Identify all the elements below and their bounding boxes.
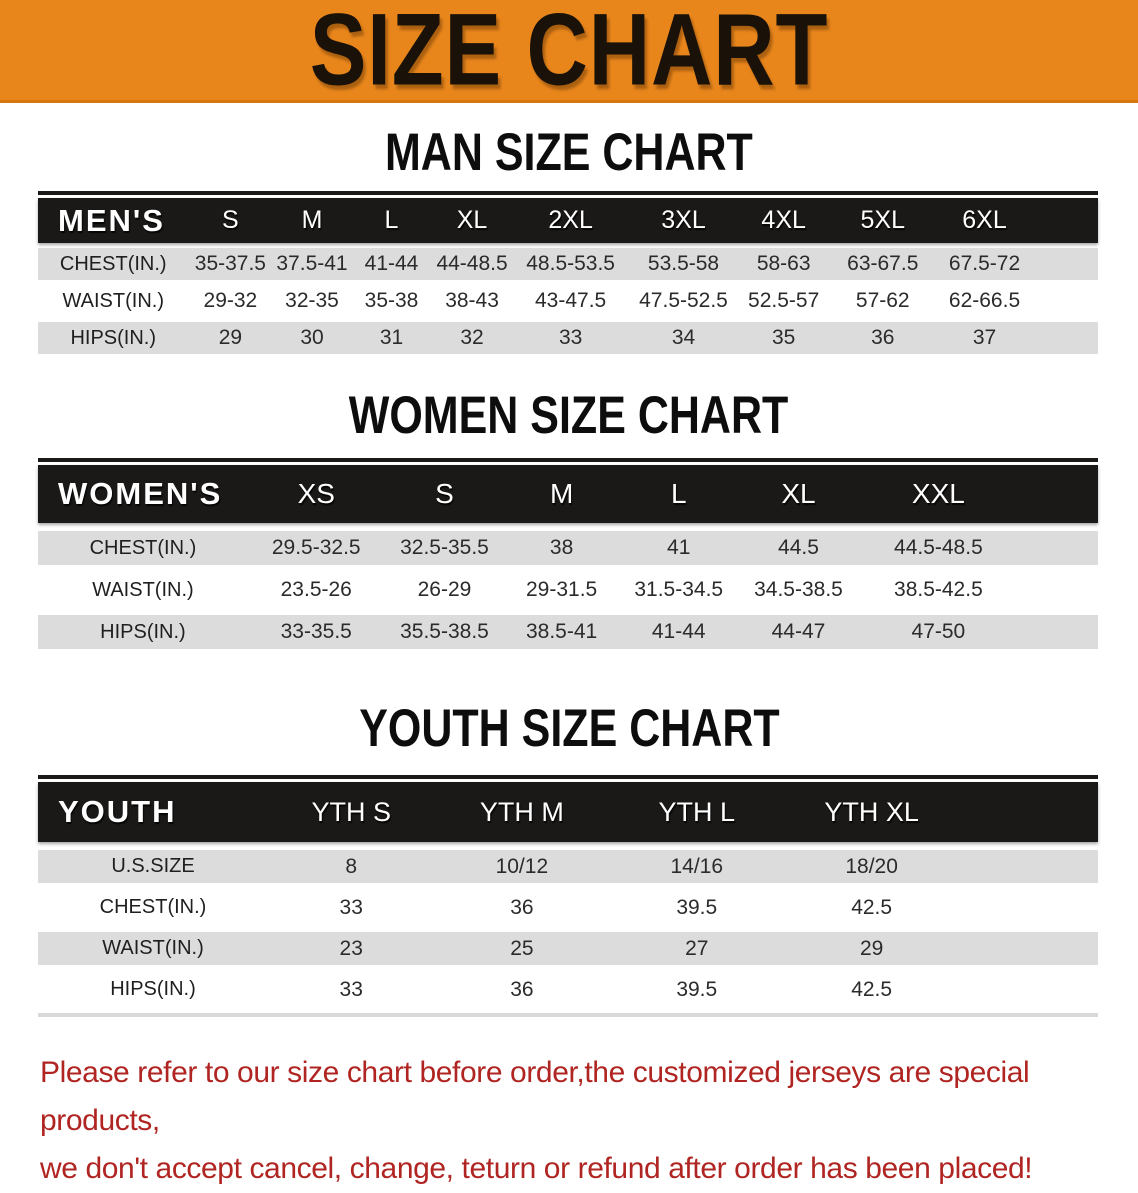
womens-size-section	[0, 385, 1138, 649]
womens-row-label: WAIST(IN.)	[92, 578, 194, 601]
youth-value-cell: 36	[510, 977, 534, 1001]
womens-row-label: HIPS(IN.)	[100, 620, 186, 643]
mens-size-header: 6XL	[962, 206, 1007, 234]
mens-header-row	[38, 198, 1098, 243]
womens-value-cell: 41	[667, 536, 691, 559]
mens-row-label: WAIST(IN.)	[62, 289, 164, 312]
youth-value-cell: 10/12	[495, 854, 549, 878]
womens-row-chest-in	[38, 531, 1098, 565]
mens-size-table	[38, 191, 1098, 354]
womens-value-cell: 31.5-34.5	[634, 578, 724, 601]
mens-value-cell: 33	[558, 326, 583, 349]
mens-size-header: 3XL	[661, 206, 706, 234]
womens-header-row	[38, 465, 1098, 523]
mens-value-cell: 31	[379, 326, 404, 349]
youth-row-label: WAIST(IN.)	[102, 937, 204, 959]
mens-size-header: 2XL	[548, 206, 593, 234]
youth-size-header: YTH M	[479, 796, 564, 827]
youth-row-label: HIPS(IN.)	[110, 978, 196, 1000]
youth-size-header: YTH XL	[824, 796, 919, 827]
mens-value-cell: 63-67.5	[847, 252, 919, 275]
mens-value-cell: 48.5-53.5	[526, 252, 615, 275]
mens-value-cell: 67.5-72	[948, 252, 1021, 275]
disclaimer-line-1: Please refer to our size chart before order,the customized jerseys are special products,	[40, 1056, 1030, 1137]
youth-size-section	[0, 698, 1138, 1017]
mens-value-cell: 37.5-41	[276, 252, 348, 275]
mens-row-hips-in	[38, 322, 1098, 354]
mens-value-cell: 29-32	[203, 289, 258, 312]
womens-value-cell: 41-44	[651, 620, 706, 643]
youth-row-chest-in	[38, 891, 1098, 924]
mens-row-label: HIPS(IN.)	[70, 326, 157, 349]
womens-row-hips-in	[38, 615, 1098, 649]
mens-size-header: 4XL	[761, 206, 806, 234]
mens-group-label: MEN'S	[58, 202, 165, 238]
womens-size-header: XS	[297, 478, 335, 509]
womens-row-waist-in	[38, 573, 1098, 607]
youth-row-u-s-size	[38, 850, 1098, 883]
womens-value-cell: 44-47	[771, 620, 826, 643]
womens-heading-wrap	[0, 385, 1138, 445]
womens-value-cell: 33-35.5	[280, 620, 352, 643]
youth-value-cell: 29	[859, 936, 884, 960]
womens-value-cell: 38	[549, 536, 574, 559]
mens-value-cell: 41-44	[364, 252, 419, 275]
womens-value-cell: 26-29	[417, 578, 472, 601]
womens-size-header: S	[435, 478, 454, 509]
mens-value-cell: 38-43	[445, 289, 499, 312]
womens-value-cell: 44.5-48.5	[894, 536, 983, 559]
mens-value-cell: 32-35	[285, 289, 339, 312]
mens-chart-heading: MAN SIZE CHART	[385, 122, 753, 182]
youth-header-row	[38, 782, 1098, 842]
womens-size-header: M	[549, 478, 574, 509]
youth-value-cell: 36	[510, 895, 534, 919]
youth-row-label: U.S.SIZE	[111, 855, 195, 877]
womens-value-cell: 38.5-42.5	[894, 578, 983, 601]
mens-size-header: 5XL	[860, 206, 906, 234]
mens-size-section	[0, 122, 1138, 354]
youth-row-waist-in	[38, 932, 1098, 965]
mens-size-header: L	[384, 206, 399, 234]
mens-value-cell: 29	[218, 326, 243, 349]
youth-table-bottom-rule	[38, 1013, 1098, 1017]
mens-size-header: S	[222, 206, 239, 234]
youth-size-header: YTH S	[311, 796, 391, 827]
youth-value-cell: 18/20	[845, 854, 898, 878]
youth-heading-wrap	[0, 698, 1138, 758]
mens-value-cell: 30	[300, 326, 324, 349]
youth-group-label: YOUTH	[58, 794, 177, 829]
womens-group-label: WOMEN'S	[58, 476, 223, 511]
mens-value-cell: 47.5-52.5	[639, 289, 728, 312]
womens-chart-heading: WOMEN SIZE CHART	[349, 385, 789, 445]
mens-value-cell: 53.5-58	[647, 252, 720, 275]
womens-size-header: XL	[781, 478, 816, 509]
mens-row-chest-in	[38, 248, 1098, 280]
mens-value-cell: 35-37.5	[194, 252, 266, 275]
mens-row-waist-in	[38, 285, 1098, 317]
womens-value-cell: 32.5-35.5	[400, 536, 489, 559]
mens-row-label: CHEST(IN.)	[59, 252, 167, 275]
youth-size-table	[38, 775, 1098, 1017]
mens-value-cell: 57-62	[855, 289, 910, 312]
womens-value-cell: 29-31.5	[525, 578, 598, 601]
disclaimer-text	[40, 1049, 1138, 1193]
womens-row-label: CHEST(IN.)	[89, 536, 197, 559]
womens-value-cell: 34.5-38.5	[754, 578, 843, 601]
womens-value-cell: 35.5-38.5	[400, 620, 489, 643]
youth-value-cell: 33	[339, 895, 363, 919]
youth-value-cell: 14/16	[670, 854, 724, 878]
womens-size-table	[38, 458, 1098, 649]
banner-title: SIZE CHART	[309, 0, 829, 108]
youth-value-cell: 42.5	[851, 895, 893, 919]
womens-size-header: L	[670, 478, 687, 509]
womens-value-cell: 44.5	[778, 536, 819, 559]
mens-value-cell: 35-38	[364, 289, 419, 312]
youth-value-cell: 39.5	[676, 895, 718, 919]
youth-chart-heading: YOUTH SIZE CHART	[358, 698, 780, 758]
mens-value-cell: 44-48.5	[436, 252, 508, 275]
mens-value-cell: 43-47.5	[535, 289, 607, 312]
youth-value-cell: 27	[685, 936, 709, 960]
youth-value-cell: 39.5	[676, 977, 718, 1001]
youth-row-label: CHEST(IN.)	[99, 896, 207, 918]
womens-value-cell: 29.5-32.5	[271, 536, 361, 559]
youth-row-hips-in	[38, 973, 1098, 1006]
youth-size-header: YTH L	[658, 796, 736, 827]
mens-size-header: M	[301, 206, 323, 234]
youth-value-cell: 8	[345, 854, 358, 878]
youth-value-cell: 33	[339, 977, 363, 1001]
mens-value-cell: 35	[771, 326, 796, 349]
mens-value-cell: 37	[972, 326, 997, 349]
youth-value-cell: 42.5	[851, 977, 893, 1001]
womens-value-cell: 38.5-41	[525, 620, 598, 643]
disclaimer-line-2: we don't accept cancel, change, teturn or refund after order has been placed!	[40, 1152, 1033, 1185]
womens-value-cell: 23.5-26	[280, 578, 352, 601]
womens-size-header: XXL	[911, 478, 965, 509]
mens-value-cell: 52.5-57	[748, 289, 820, 312]
mens-heading-wrap	[0, 122, 1138, 182]
mens-value-cell: 32	[460, 326, 484, 349]
mens-value-cell: 62-66.5	[948, 289, 1021, 312]
youth-value-cell: 23	[339, 936, 363, 960]
size-chart-banner	[0, 0, 1138, 108]
mens-value-cell: 36	[871, 326, 895, 349]
mens-size-header: XL	[456, 206, 488, 234]
mens-value-cell: 34	[671, 326, 696, 349]
womens-value-cell: 47-50	[911, 620, 966, 643]
youth-value-cell: 25	[510, 936, 534, 960]
mens-value-cell: 58-63	[756, 252, 811, 275]
